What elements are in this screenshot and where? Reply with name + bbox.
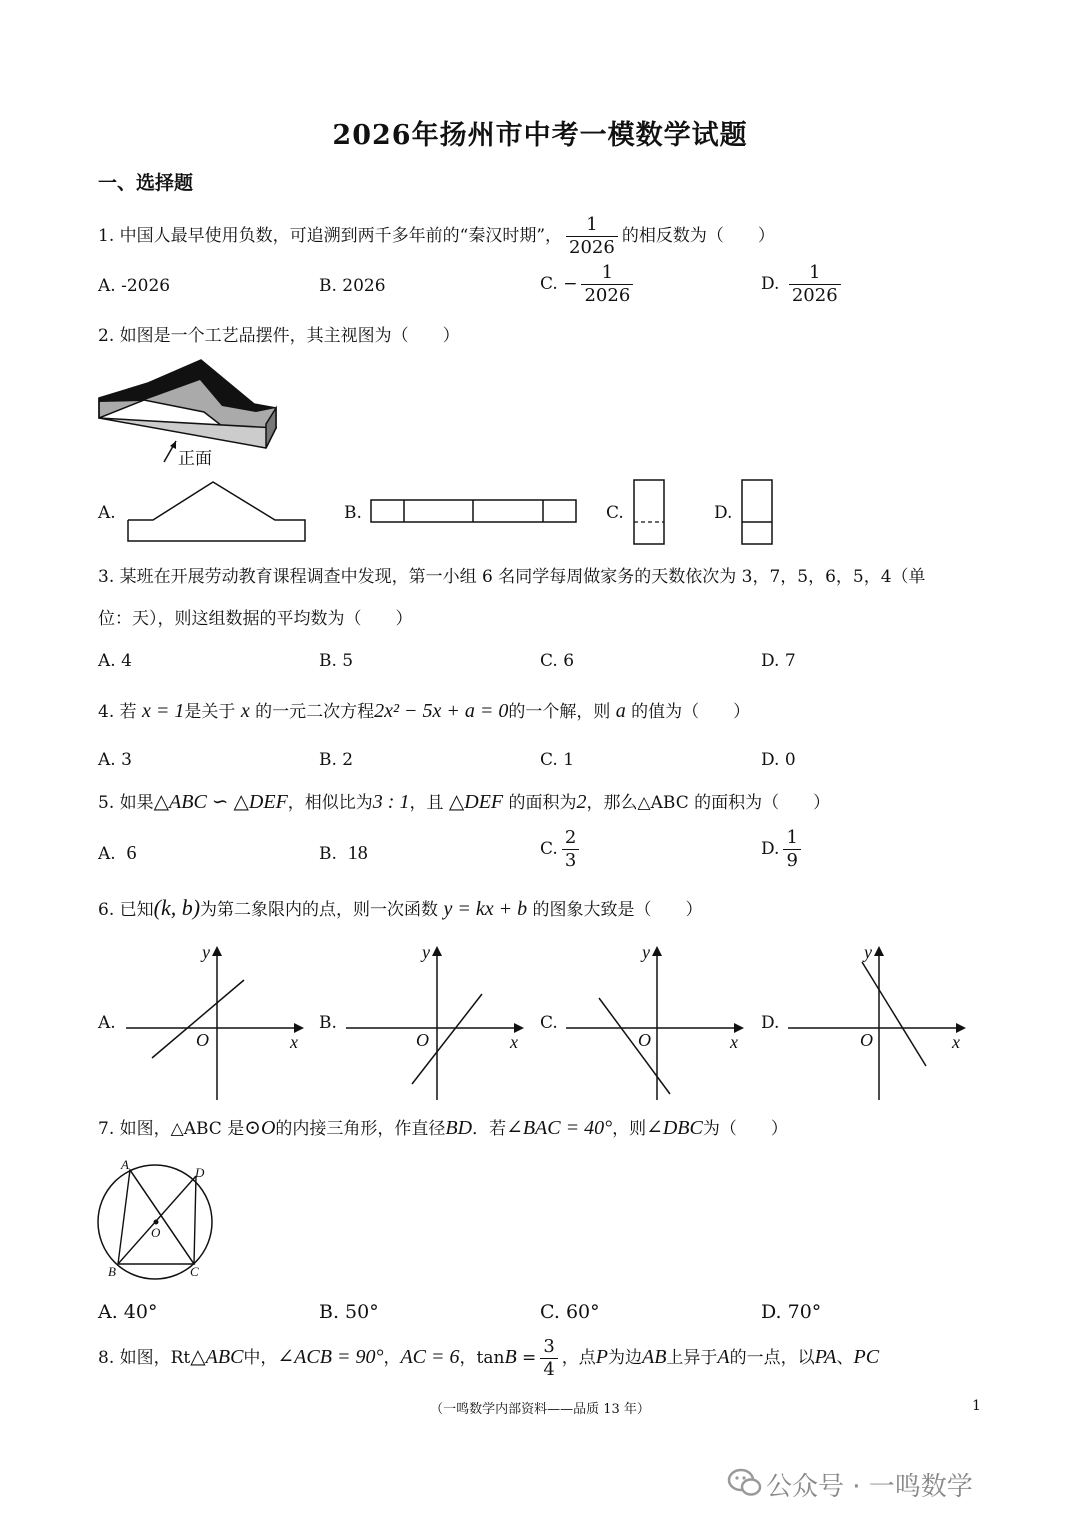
question-7 bbox=[98, 1116, 788, 1141]
q1-text: 1. 中国人最早使用负数，可追溯到两千多年前的“秦汉时期”， bbox=[98, 226, 563, 246]
question-4 bbox=[98, 699, 750, 724]
q8-math-7: A bbox=[717, 1346, 730, 1368]
q8-text-10: 、 bbox=[836, 1348, 854, 1368]
watermark: 公众号 · 一鸣数学 bbox=[766, 1472, 973, 1502]
q7-option-b[interactable]: B. 50° bbox=[319, 1301, 379, 1323]
q5-b-prefix: B. bbox=[319, 844, 337, 864]
q8-math-1: △ABC bbox=[190, 1346, 244, 1368]
q2-front-label: 正面 bbox=[178, 449, 212, 469]
q6-text-3: 的图象大致是（ ） bbox=[532, 900, 703, 920]
question-6 bbox=[98, 896, 702, 922]
q5-option-d[interactable] bbox=[761, 827, 805, 872]
q4-option-a[interactable]: A. 3 bbox=[98, 750, 132, 770]
q5-text-2: ，相似比为 bbox=[287, 793, 373, 813]
q3-option-c[interactable]: C. 6 bbox=[540, 651, 575, 671]
q7-label-c: C bbox=[190, 1264, 199, 1279]
q8-text-4: ，tan bbox=[459, 1348, 505, 1368]
q1-frac-num: 1 bbox=[586, 214, 598, 235]
q6-option-a[interactable]: A. bbox=[98, 1013, 116, 1033]
q7-option-a[interactable]: A. 40° bbox=[98, 1301, 158, 1323]
q4-text-2: 是关于 bbox=[184, 702, 236, 722]
q1-c-num: 1 bbox=[601, 262, 614, 283]
q6-option-c[interactable]: C. bbox=[540, 1013, 558, 1033]
q5-text-3: ，且 bbox=[409, 793, 444, 813]
q2-option-d-figure bbox=[740, 478, 776, 548]
q2-option-d[interactable]: D. bbox=[714, 503, 733, 523]
q1-frac-den: 2026 bbox=[566, 236, 618, 259]
q8-text-3: ， bbox=[383, 1348, 401, 1368]
q8-text-1: 8. 如图，Rt bbox=[98, 1348, 191, 1368]
q1-option-b[interactable]: B. 2026 bbox=[319, 276, 386, 296]
q8-math-9: PC bbox=[853, 1346, 880, 1368]
q6-text-1: 6. 已知 bbox=[98, 900, 154, 920]
q4-text-1: 4. 若 bbox=[98, 702, 137, 722]
q3-option-d[interactable]: D. 7 bbox=[761, 651, 796, 671]
q7-math-1: ⊙O bbox=[244, 1117, 276, 1139]
q5-math-4: 2 bbox=[576, 791, 587, 813]
page-title: 2026年扬州市中考一模数学试题 bbox=[332, 120, 748, 151]
q7-math-4: ∠DBC bbox=[646, 1117, 703, 1139]
q4-text-4: 的一个解，则 bbox=[508, 702, 611, 722]
q4-math-4: a bbox=[615, 700, 626, 722]
q6-d-x-label: x bbox=[952, 1032, 960, 1052]
q1-c-den: 2026 bbox=[581, 284, 633, 307]
q7-text-1: 7. 如图，△ABC 是 bbox=[98, 1119, 245, 1139]
q8-frac-num: 3 bbox=[543, 1336, 555, 1357]
q7-text-2: 的内接三角形，作直径 bbox=[275, 1119, 446, 1139]
q5-d-num: 1 bbox=[786, 827, 798, 848]
q2-option-b[interactable]: B. bbox=[344, 503, 362, 523]
q2-option-a-figure bbox=[125, 480, 310, 544]
q5-option-a[interactable] bbox=[98, 842, 137, 865]
q8-text-7: 为边 bbox=[607, 1348, 642, 1368]
q5-text-5: ，那么△ABC 的面积为（ ） bbox=[586, 793, 831, 813]
q6-a-origin: O bbox=[196, 1030, 209, 1050]
q8-text-2: 中， bbox=[243, 1348, 278, 1368]
q5-c-den: 3 bbox=[562, 849, 579, 872]
q7-label-o: O bbox=[151, 1225, 161, 1240]
q6-graph-d bbox=[786, 940, 976, 1105]
q5-text-4: 的面积为 bbox=[508, 793, 577, 813]
q1-option-d[interactable] bbox=[761, 262, 845, 307]
q7-text-5: 为（ ） bbox=[702, 1119, 788, 1139]
q2-option-c-figure bbox=[632, 478, 668, 548]
q1-fraction bbox=[566, 214, 618, 259]
q6-option-b[interactable]: B. bbox=[319, 1013, 337, 1033]
page-footer: （一鸣数学内部资料——品质 13 年） bbox=[430, 1402, 650, 1417]
q6-b-origin: O bbox=[416, 1030, 429, 1050]
q5-b-value: 18 bbox=[347, 842, 368, 864]
q5-c-prefix: C. bbox=[540, 839, 558, 859]
q8-text-8: 上异于 bbox=[666, 1348, 718, 1368]
q5-text-1: 5. 如果 bbox=[98, 793, 154, 813]
q4-option-d[interactable]: D. 0 bbox=[761, 750, 796, 770]
question-8 bbox=[98, 1336, 879, 1381]
q8-math-6: AB bbox=[641, 1346, 667, 1368]
q6-option-d[interactable]: D. bbox=[761, 1013, 780, 1033]
q6-c-x-label: x bbox=[730, 1032, 738, 1052]
q1-option-a[interactable]: A. -2026 bbox=[98, 276, 171, 296]
q1-tail: 的相反数为（ ） bbox=[621, 226, 775, 246]
q4-math-1: x = 1 bbox=[142, 700, 185, 722]
q8-frac-den: 4 bbox=[540, 1358, 557, 1381]
q6-b-x-label: x bbox=[510, 1032, 518, 1052]
q6-b-y-label: y bbox=[422, 942, 430, 962]
q5-option-c[interactable] bbox=[540, 827, 583, 872]
q5-d-prefix: D. bbox=[761, 839, 780, 859]
q6-a-y-label: y bbox=[202, 942, 210, 962]
q2-option-a[interactable]: A. bbox=[98, 503, 116, 523]
q6-graph-b bbox=[344, 940, 534, 1105]
section-heading: 一、选择题 bbox=[98, 172, 194, 194]
q3-option-a[interactable]: A. 4 bbox=[98, 651, 132, 671]
q8-text-5: = bbox=[516, 1348, 537, 1368]
q7-label-d: D bbox=[195, 1165, 205, 1180]
q7-label-b: B bbox=[108, 1264, 116, 1279]
q4-text-3: 的一元二次方程 bbox=[255, 702, 375, 722]
q5-c-num: 2 bbox=[564, 827, 577, 848]
q5-math-3: △DEF bbox=[448, 791, 504, 813]
question-1 bbox=[98, 214, 775, 259]
q6-c-origin: O bbox=[638, 1030, 651, 1050]
q7-label-a: A bbox=[121, 1157, 129, 1172]
q8-math-2: ∠ACB = 90° bbox=[277, 1346, 384, 1368]
q3-option-b[interactable]: B. 5 bbox=[319, 651, 354, 671]
q5-a-value: 6 bbox=[126, 842, 137, 864]
q6-graph-c bbox=[564, 940, 754, 1105]
q7-option-d[interactable]: D. 70° bbox=[761, 1301, 822, 1323]
q4-option-c[interactable]: C. 1 bbox=[540, 750, 575, 770]
q8-text-6: ，点 bbox=[561, 1348, 596, 1368]
q8-math-3: AC = 6 bbox=[400, 1346, 460, 1368]
q5-math-2: 3 : 1 bbox=[372, 791, 410, 813]
q4-math-3: 2x² − 5x + a = 0 bbox=[374, 700, 509, 722]
q6-d-y-label: y bbox=[864, 942, 872, 962]
q7-text-4: ，则 bbox=[612, 1119, 647, 1139]
q4-math-2: x bbox=[240, 700, 250, 722]
q4-text-5: 的值为（ ） bbox=[631, 702, 751, 722]
q5-option-b[interactable] bbox=[319, 842, 368, 865]
wechat-icon bbox=[728, 1468, 762, 1498]
q1-option-c[interactable] bbox=[540, 262, 637, 307]
question-3-line-1: 3. 某班在开展劳动教育课程调查中发现，第一小组 6 名同学每周做家务的天数依次为 3，7，5，6，5，4（单 bbox=[98, 567, 926, 587]
q7-option-c[interactable]: C. 60° bbox=[540, 1301, 600, 1323]
q6-math-1: (k, b) bbox=[153, 895, 201, 920]
q8-math-8: PA bbox=[814, 1346, 837, 1368]
q5-math-1: △ABC ∽ △DEF bbox=[153, 791, 288, 813]
q1-d-num: 1 bbox=[809, 262, 821, 283]
q6-d-origin: O bbox=[860, 1030, 873, 1050]
q4-option-b[interactable]: B. 2 bbox=[319, 750, 354, 770]
question-3-line-2: 位：天），则这组数据的平均数为（ ） bbox=[98, 609, 413, 629]
page-number: 1 bbox=[972, 1398, 981, 1414]
q1-option-c-sign: − bbox=[563, 274, 578, 294]
q5-a-prefix: A. bbox=[98, 844, 116, 864]
q7-math-2: BD bbox=[445, 1117, 473, 1139]
q1-d-den: 2026 bbox=[789, 284, 841, 307]
q6-c-y-label: y bbox=[642, 942, 650, 962]
q6-line-c bbox=[599, 998, 670, 1094]
q6-math-2: y = kx + b bbox=[443, 898, 528, 920]
q6-a-x-label: x bbox=[290, 1032, 298, 1052]
q1-option-c-prefix: C. bbox=[540, 274, 558, 294]
q2-option-b-figure bbox=[370, 498, 580, 526]
q7-text-3: ．若 bbox=[472, 1119, 507, 1139]
question-2: 2. 如图是一个工艺品摆件，其主视图为（ ） bbox=[98, 326, 460, 346]
q6-graph-a bbox=[124, 940, 314, 1105]
q7-math-3: ∠BAC = 40° bbox=[506, 1117, 613, 1139]
q8-math-4: B bbox=[504, 1346, 517, 1368]
question-5 bbox=[98, 790, 830, 815]
q6-text-2: 为第二象限内的点，则一次函数 bbox=[200, 900, 439, 920]
q8-math-5: P bbox=[595, 1346, 608, 1368]
q1-option-d-prefix: D. bbox=[761, 274, 780, 294]
q5-d-den: 9 bbox=[783, 849, 800, 872]
q2-option-c[interactable]: C. bbox=[606, 503, 624, 523]
q8-text-9: 的一点，以 bbox=[729, 1348, 815, 1368]
